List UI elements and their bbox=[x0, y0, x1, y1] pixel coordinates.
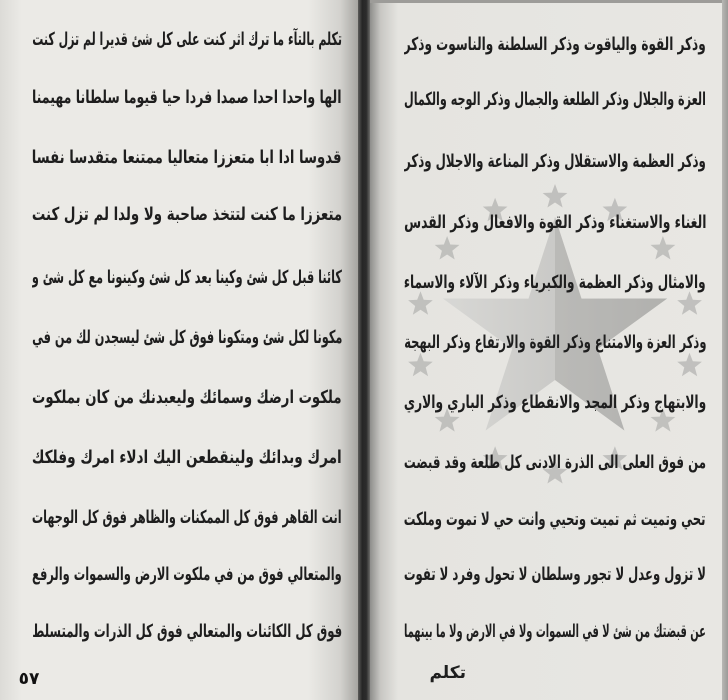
book-gutter bbox=[358, 0, 370, 700]
left-page-line bbox=[32, 76, 342, 120]
manuscript-text: وذكر العظمة والاستقلال وذكر المناعة والاجلال وذكر bbox=[404, 151, 706, 172]
page-number: ٥٧ bbox=[18, 669, 40, 689]
manuscript-text: الها واحدا احدا صمدا فردا حيا قيوما سلطانا مهيمنا bbox=[32, 87, 342, 108]
manuscript-text: وذكر العزة والامتناع وذكر القوة والارتفاع وذكر البهجة bbox=[404, 332, 706, 353]
manuscript-text: وذكر القوة والياقوت وذكر السلطنة والناسوت وذكر bbox=[404, 34, 706, 55]
right-page-line bbox=[404, 321, 706, 365]
manuscript-text: متعززا ما كنت لتتخذ صاحبة ولا ولدا لم تزل كنت bbox=[32, 204, 342, 225]
right-page-line bbox=[404, 381, 706, 425]
manuscript-text: تحي وتميت ثم تميت وتحيي وانت حي لا تموت وملكت bbox=[404, 509, 706, 530]
manuscript-text: ملكوت ارضك وسمائك وليعبدنك من كان بملكوت bbox=[32, 387, 342, 408]
manuscript-text: كائنا قبل كل شئ وكينا بعد كل شئ وكينونا مع كل شئ و bbox=[32, 267, 342, 288]
page-edge bbox=[722, 0, 728, 700]
right-page-line bbox=[404, 140, 706, 184]
left-page-line bbox=[32, 193, 342, 237]
manuscript-text: قدوسا ادا ابا متعززا متعاليا ممتنعا متقدسا نفسا bbox=[32, 147, 342, 168]
left-page-line bbox=[32, 610, 342, 654]
manuscript-text: لا تزول وعدل لا تجور وسلطان لا تحول وفرد لا تفوت bbox=[404, 564, 706, 585]
right-page-line bbox=[404, 553, 706, 597]
manuscript-text: والابتهاج وذكر المجد والانقطاع وذكر الباري والاري bbox=[404, 392, 706, 413]
left-page-line bbox=[32, 376, 342, 420]
left-page-line bbox=[32, 496, 342, 540]
right-page-line bbox=[404, 498, 706, 542]
manuscript-text: عن قبضتك من شئ لا في السموات ولا في الارض ولا ما بينهما bbox=[404, 621, 706, 642]
manuscript-text: تكلم بالتآء ما ترك اثر كنت على كل شئ قديرا لم تزل كنت bbox=[32, 29, 342, 50]
right-page-line bbox=[404, 201, 706, 245]
left-page-line bbox=[32, 18, 342, 62]
catchword bbox=[402, 655, 466, 691]
right-page-line bbox=[404, 441, 706, 485]
manuscript-text: مكونا لكل شئ ومتكونا فوق كل شئ ليسجدن لك من في bbox=[32, 327, 342, 348]
left-page-line bbox=[32, 256, 342, 300]
left-page-line bbox=[32, 136, 342, 180]
manuscript-text: والمتعالي فوق من في ملكوت الارض والسموات والرفع bbox=[32, 564, 342, 585]
left-page-line bbox=[32, 316, 342, 360]
manuscript-text: العزة والجلال وذكر الطلعة والجمال وذكر الوجه والكمال bbox=[404, 89, 706, 110]
right-page-line bbox=[404, 23, 706, 67]
manuscript-text: والامثال وذكر العظمة والكبرياء وذكر الآلاء والاسماء bbox=[404, 272, 706, 293]
right-page-line bbox=[404, 610, 706, 654]
left-page-line bbox=[32, 436, 342, 480]
manuscript-text: الغناء والاستغناء وذكر القوة والافعال وذكر القدس bbox=[404, 212, 706, 233]
right-page-line bbox=[404, 261, 706, 305]
manuscript-text: فوق كل الكائنات والمتعالي فوق كل الذرات والمتسلط bbox=[32, 621, 342, 642]
right-page-line bbox=[404, 78, 706, 122]
left-page-line bbox=[32, 553, 342, 597]
catchword-text: تكلم bbox=[429, 663, 466, 683]
manuscript-text: امرك وبدائك ولينقطعن اليك ادلاء امرك وفلكك bbox=[32, 447, 342, 468]
manuscript-text: انت القاهر فوق كل الممكنات والظاهر فوق كل الوجهات bbox=[32, 507, 342, 528]
manuscript-text: من فوق العلى الى الذرة الادنى كل طلعة وقد قبضت bbox=[404, 452, 706, 473]
